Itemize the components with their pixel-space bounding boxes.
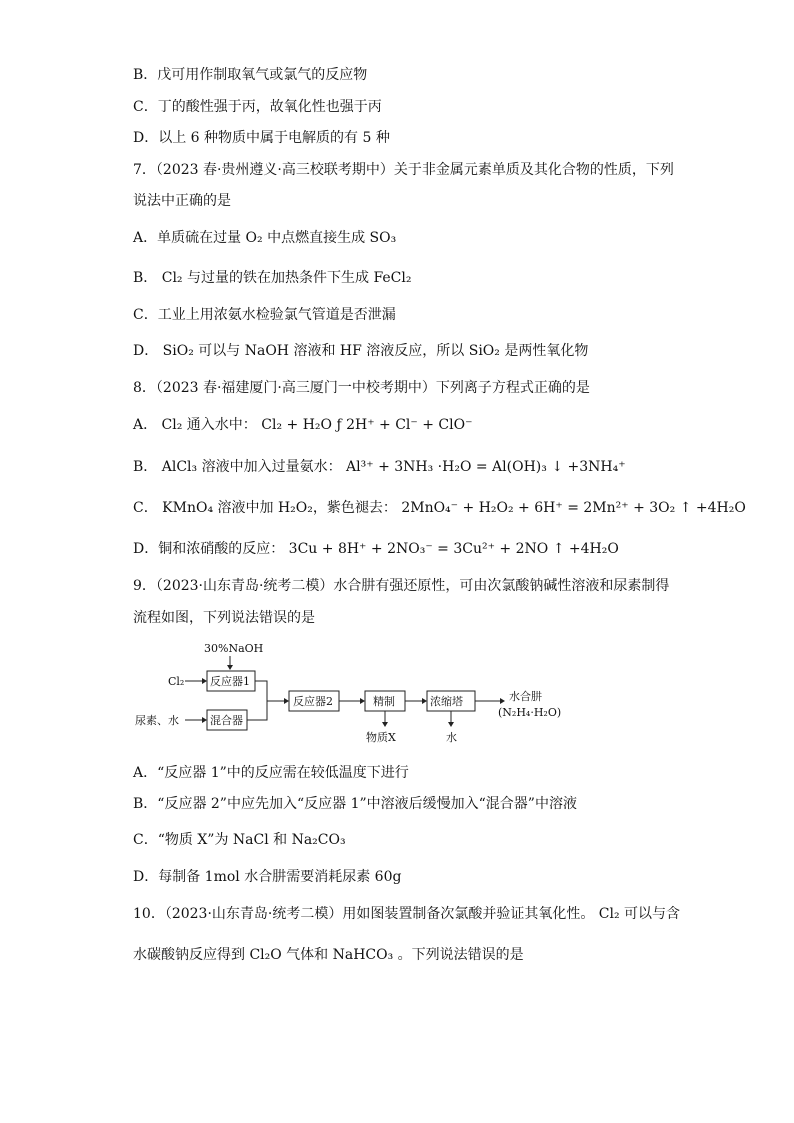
- to-water-arrowhead: [448, 722, 454, 727]
- q8-stem: 8．（2023 春·福建厦门·高三厦门一中校考期中）下列离子方程式正确的是: [133, 380, 590, 396]
- q8-option-a: A． Cl₂ 通入水中： Cl₂ + H₂O ƒ 2H⁺ + Cl⁻ + ClO⁻: [133, 417, 473, 433]
- q9-option-c: C．“物质 X”为 NaCl 和 Na₂CO₃: [133, 832, 346, 848]
- q7-option-b: B． Cl₂ 与过量的铁在加热条件下生成 FeCl₂: [133, 270, 412, 286]
- to-product-arrowhead: [500, 698, 505, 704]
- q7-option-c: C．工业上用浓氨水检验氯气管道是否泄漏: [133, 307, 396, 323]
- naoh-label: 30%NaOH: [204, 642, 264, 655]
- q7-stem-line2: 说法中正确的是: [133, 193, 231, 209]
- q9-option-d: D．每制备 1mol 水合肼需要消耗尿素 60g: [133, 869, 402, 885]
- byproduct-x-label: 物质X: [366, 731, 396, 744]
- to-tower-arrowhead: [422, 698, 427, 704]
- urea-arrowhead: [202, 717, 207, 723]
- q8-option-b: B． AlCl₃ 溶液中加入过量氨水： Al³⁺ + 3NH₃ ·H₂O = Al(OH)₃ ↓ +3NH₄⁺: [133, 459, 626, 475]
- q10-stem-line2: 水碳酸钠反应得到 Cl₂O 气体和 NaHCO₃ 。下列说法错误的是: [133, 947, 524, 963]
- urea-label: 尿素、水: [135, 714, 179, 727]
- tower-label: 浓缩塔: [430, 695, 463, 708]
- product-formula-label: (N₂H₄·H₂O): [498, 706, 562, 719]
- product-label: 水合肼: [509, 690, 542, 703]
- q9-stem-line2: 流程如图，下列说法错误的是: [133, 610, 315, 626]
- flow-diagram: [130, 640, 570, 750]
- q7-option-a: A．单质硫在过量 O₂ 中点燃直接生成 SO₃: [133, 230, 397, 246]
- q7-stem-line1: 7．（2023 春·贵州遵义·高三校联考期中）关于非金属元素单质及其化合物的性质，下列: [133, 162, 674, 178]
- refine-label: 精制: [373, 695, 395, 708]
- q6-option-d: D．以上 6 种物质中属于电解质的有 5 种: [133, 130, 390, 146]
- q7-option-d: D． SiO₂ 可以与 NaOH 溶液和 HF 溶液反应，所以 SiO₂ 是两性氧化物: [133, 343, 589, 359]
- naoh-arrowhead: [227, 665, 233, 670]
- q9-option-a: A．“反应器 1”中的反应需在较低温度下进行: [133, 765, 409, 781]
- mixer-label: 混合器: [210, 714, 243, 727]
- to-x-arrowhead: [382, 722, 388, 727]
- to-reactor2-arrowhead: [284, 698, 289, 704]
- q6-option-c: C．丁的酸性强于丙，故氧化性也强于丙: [133, 99, 382, 115]
- q8-option-d: D．铜和浓硝酸的反应： 3Cu + 8H⁺ + 2NO₃⁻ = 3Cu²⁺ + 2NO ↑ +4H₂O: [133, 541, 619, 557]
- q6-option-b: B．戊可用作制取氧气或氯气的反应物: [133, 67, 368, 83]
- water-label: 水: [446, 731, 457, 744]
- cl2-label: Cl₂: [168, 675, 185, 688]
- q8-option-c: C． KMnO₄ 溶液中加 H₂O₂，紫色褪去： 2MnO₄⁻ + H₂O₂ + 6H⁺ = 2Mn²⁺ + 3O₂ ↑ +4H₂O: [133, 500, 746, 516]
- reactor1-label: 反应器1: [210, 675, 250, 688]
- to-refine-arrowhead: [360, 698, 365, 704]
- reactor2-label: 反应器2: [293, 695, 333, 708]
- cl2-arrowhead: [202, 678, 207, 684]
- q9-stem-line1: 9．（2023·山东青岛·统考二模）水合肼有强还原性，可由次氯酸钠碱性溶液和尿素制得: [133, 578, 670, 594]
- q9-option-b: B．“反应器 2”中应先加入“反应器 1”中溶液后缓慢加入“混合器”中溶液: [133, 796, 577, 812]
- q10-stem-line1: 10．（2023·山东青岛·统考二模）用如图装置制备次氯酸并验证其氧化性。 Cl₂ 可以与含: [133, 906, 681, 922]
